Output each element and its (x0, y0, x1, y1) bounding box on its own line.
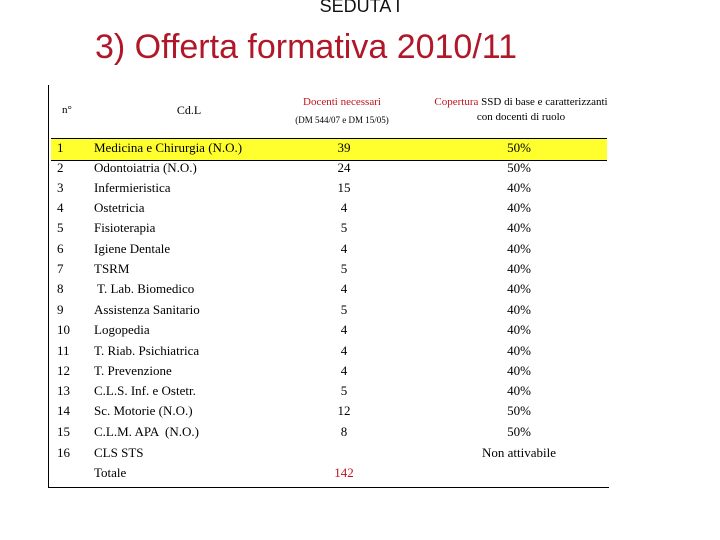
course-name: Logopedia (94, 322, 150, 337)
row-number: 14 (57, 403, 70, 418)
copertura-value: 50% (507, 160, 531, 175)
copertura-value: 40% (507, 220, 531, 235)
col-header-cdl: Cd.L (176, 103, 202, 117)
table-row (49, 281, 609, 301)
row-number: 8 (57, 281, 64, 296)
course-name: Fisioterapia (94, 220, 156, 235)
row-number: 11 (57, 343, 70, 358)
docenti-value: 8 (340, 424, 348, 439)
table-row (49, 180, 609, 200)
copertura-line2: con docenti di ruolo (476, 111, 566, 123)
docenti-value: 5 (340, 261, 348, 276)
course-name: Odontoiatria (N.O.) (94, 160, 197, 175)
copertura-value: 40% (507, 261, 531, 276)
row-number: 3 (57, 180, 64, 195)
docenti-value: 5 (340, 383, 348, 398)
col-header-docenti-sub: (DM 544/07 e DM 15/05) (295, 115, 389, 125)
row-number: 4 (57, 200, 64, 215)
row-number: 9 (57, 302, 64, 317)
divider (51, 138, 607, 139)
row-number: 5 (57, 220, 64, 235)
total-value: 142 (334, 465, 354, 480)
docenti-value: 4 (340, 241, 348, 256)
table-row (49, 160, 609, 180)
row-number: 13 (57, 383, 70, 398)
table-row (49, 241, 609, 261)
non-attivabile-note: Non attivabile (481, 445, 556, 460)
row-number: 15 (57, 424, 70, 439)
docenti-value: 4 (340, 363, 348, 378)
col-header-docenti: Docenti necessari (303, 96, 381, 108)
course-name: Ostetricia (94, 200, 145, 215)
course-name: T. Riab. Psichiatrica (94, 343, 200, 358)
table-row (49, 403, 609, 423)
course-name: Igiene Dentale (94, 241, 171, 256)
row-number: 1 (57, 140, 64, 155)
docenti-value: 12 (337, 403, 351, 418)
copertura-value: 40% (507, 200, 531, 215)
docenti-value: 4 (340, 343, 348, 358)
offerta-table (48, 85, 609, 488)
copertura-value: 50% (507, 140, 531, 155)
copertura-value: 40% (507, 383, 531, 398)
total-label: Totale (94, 465, 127, 480)
row-number: 16 (57, 445, 70, 460)
course-name: T. Lab. Biomedico (94, 281, 195, 296)
docenti-value: 39 (337, 140, 351, 155)
table-row (49, 302, 609, 322)
col-header-copertura (411, 95, 631, 125)
table-row (49, 261, 609, 281)
copertura-value: 40% (507, 180, 531, 195)
session-label: SEDUTA I (319, 0, 401, 16)
docenti-value: 4 (340, 322, 348, 337)
copertura-value: 40% (507, 241, 531, 256)
row-number: 7 (57, 261, 64, 276)
copertura-value: 50% (507, 424, 531, 439)
copertura-rest: SSD di base e caratterizzanti (478, 96, 608, 108)
table-row (49, 200, 609, 220)
course-name: TSRM (94, 261, 130, 276)
docenti-value: 5 (340, 302, 348, 317)
course-name: C.L.M. APA (N.O.) (94, 424, 199, 439)
course-name: Medicina e Chirurgia (N.O.) (94, 140, 243, 155)
copertura-value: 40% (507, 363, 531, 378)
row-number: 6 (57, 241, 64, 256)
docenti-value: 5 (340, 220, 348, 235)
docenti-value: 24 (337, 160, 351, 175)
copertura-word: Copertura (434, 96, 479, 108)
page-title: 3) Offerta formativa 2010/11 (95, 28, 518, 66)
course-name: Infermieristica (94, 180, 171, 195)
row-number: 2 (57, 160, 64, 175)
docenti-value: 4 (340, 200, 348, 215)
course-name: Sc. Motorie (N.O.) (94, 403, 193, 418)
copertura-value: 40% (507, 302, 531, 317)
table-row (49, 424, 609, 444)
course-name: T. Prevenzione (94, 363, 172, 378)
copertura-value: 40% (507, 322, 531, 337)
table-row (49, 383, 609, 403)
table-row (49, 140, 609, 160)
table-row (49, 322, 609, 342)
row-number: 12 (57, 363, 70, 378)
copertura-value: 40% (507, 281, 531, 296)
table-row (49, 363, 609, 383)
table-row (49, 343, 609, 363)
copertura-value: 40% (507, 343, 531, 358)
course-name: C.L.S. Inf. e Ostetr. (94, 383, 196, 398)
docenti-value: 15 (337, 180, 351, 195)
row-number: 10 (57, 322, 70, 337)
course-name: CLS STS (94, 445, 144, 460)
col-header-n: n° (62, 104, 72, 116)
table-row (49, 220, 609, 240)
docenti-value: 4 (340, 281, 348, 296)
copertura-value: 50% (507, 403, 531, 418)
course-name: Assistenza Sanitario (94, 302, 200, 317)
